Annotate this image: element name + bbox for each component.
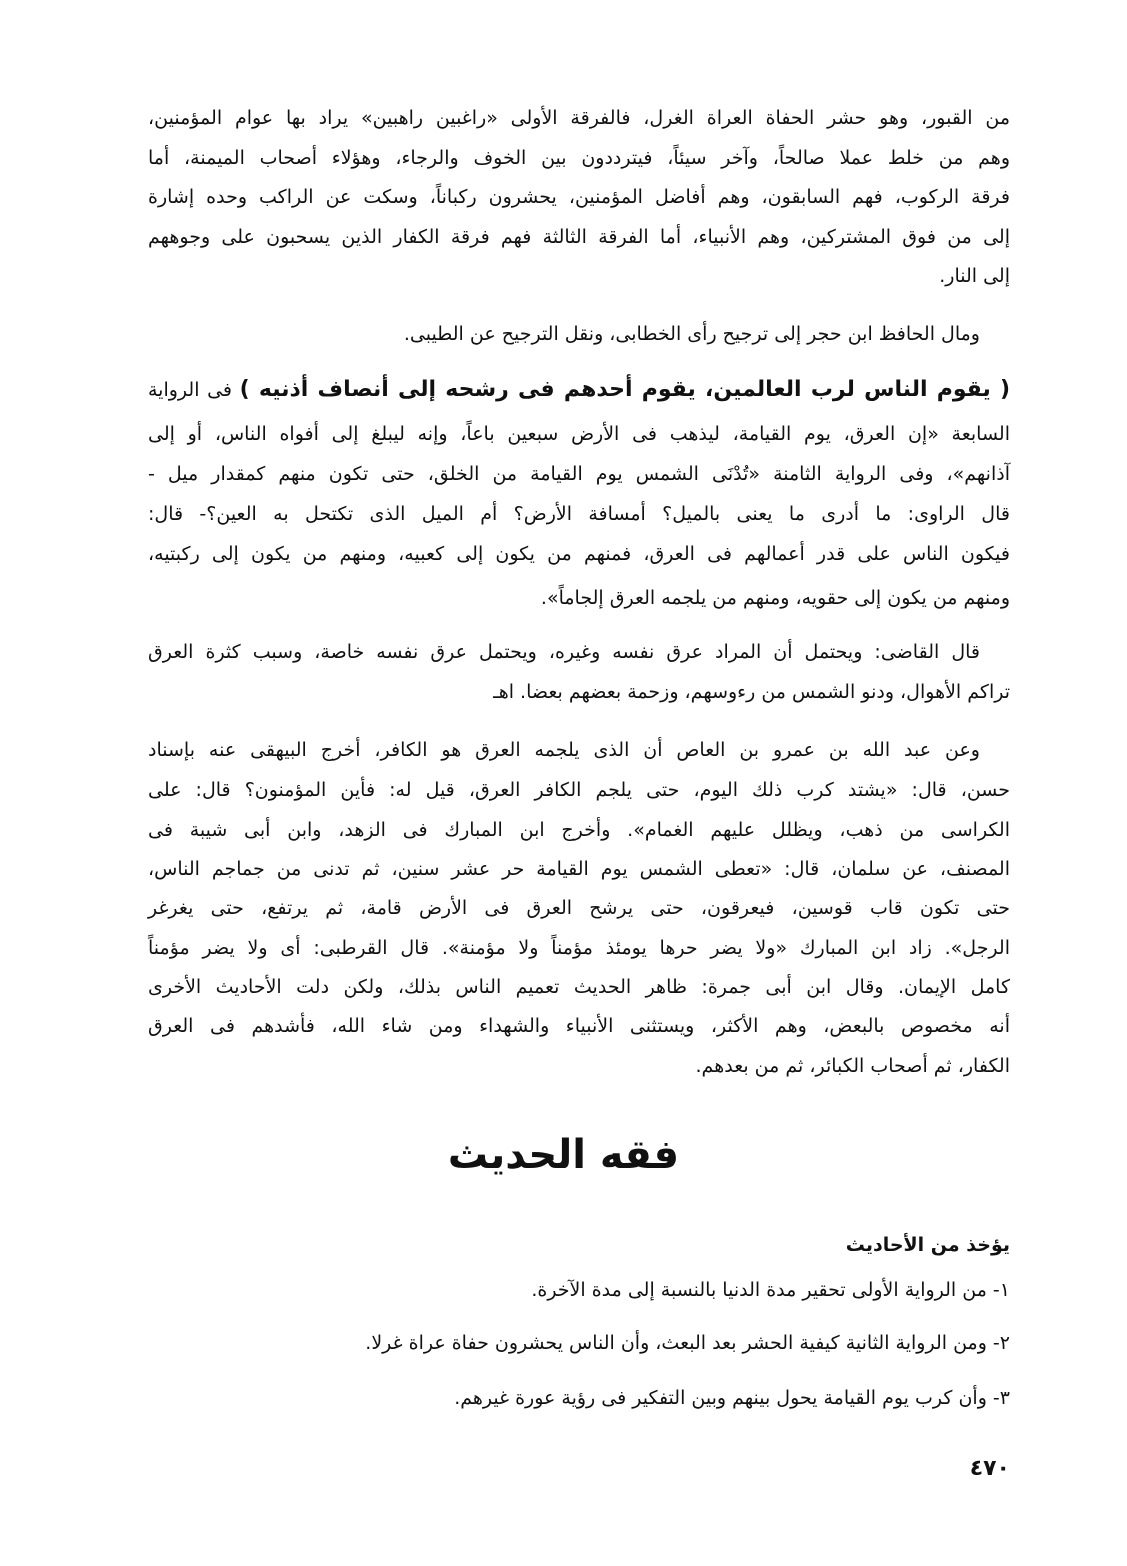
list-item: ٣- وأن كرب يوم القيامة يحول بينهم وبين التفكير فى رؤية عورة غيرهم. [454,1387,1010,1409]
text-line: ومال الحافظ ابن حجر إلى ترجيح رأى الخطابى، ونقل الترجيح عن الطيبى. [403,323,980,345]
hadith-heading-tail: فى الرواية [148,379,240,401]
text-line: ومنهم من يكون إلى حقويه، ومنهم من يلجمه العرق إلجاماً». [540,587,1010,609]
section-title: فقه الحديث [447,1132,680,1178]
text-line: فرقة الركوب، فهم السابقون، وهم أفاضل المؤمنين، يحشرون ركباناً، وسكت عن الراكب وحده إشارة [148,186,1010,208]
text-line: آذانهم»، وفى الرواية الثامنة «تُدْنَى الشمس يوم القيامة من الخلق، حتى تكون منهم كمقدار ميل - [148,463,1010,485]
section-subtitle: يؤخذ من الأحاديث [845,1234,1010,1256]
text-line: فيكون الناس على قدر أعمالهم فى العرق، فمنهم من يكون إلى كعبيه، ومنهم من يكون إلى ركبتيه، [148,543,1010,565]
text-line: السابعة «إن العرق، يوم القيامة، ليذهب فى الأرض سبعين باعاً، وإنه ليبلغ إلى أفواه الناس، أو إلى [148,423,1010,445]
hadith-heading: ( يقوم الناس لرب العالمين، يقوم أحدهم فى رشحه إلى أنصاف أذنيه ) [239,377,1010,402]
text-line: حسن، قال: «يشتد كرب ذلك اليوم، حتى يلجم الكافر العرق، قيل له: فأين المؤمنون؟ قال: على [148,779,1010,801]
text-line: إلى النار. [939,265,1010,287]
page-number: ٤٧٠ [969,1456,1010,1481]
text-line: إلى من فوق المشتركين، وهم الأنبياء، أما الفرقة الثالثة فهم فرقة الكفار الذين يسحبون على وجوههم [148,226,1010,248]
text-line: المصنف، عن سلمان، قال: «تعطى الشمس يوم القيامة حر عشر سنين، ثم تدنى من جماجم الناس، [148,858,1010,880]
text-line: حتى تكون قاب قوسين، فيعرقون، حتى يرشح العرق فى الأرض قامة، ثم يرتفع، حتى يغرغر [148,897,1010,919]
text-line: وعن عبد الله بن عمرو بن العاص أن الذى يلجمه العرق هو الكافر، أخرج البيهقى عنه بإسناد [148,739,980,761]
text-line: قال القاضى: ويحتمل أن المراد عرق نفسه وغيره، ويحتمل عرق نفسه خاصة، وسبب كثرة العرق [148,641,980,663]
text-line: تراكم الأهوال، ودنو الشمس من رءوسهم، وزحمة بعضهم بعضا. اهـ [493,681,1010,703]
list-item: ١- من الرواية الأولى تحقير مدة الدنيا بالنسبة إلى مدة الآخرة. [531,1279,1010,1301]
text-line: أنه مخصوص بالبعض، وهم الأكثر، ويستثنى الأنبياء والشهداء ومن شاء الله، فأشدهم فى العرق [148,1015,1010,1037]
text-line: قال الراوى: ما أدرى ما يعنى بالميل؟ أمسافة الأرض؟ أم الميل الذى تكتحل به العين؟- قال: [148,503,1010,525]
text-line: وهم من خلط عملا صالحاً، وآخر سيئاً، فيترددون بين الخوف والرجاء، وهؤلاء أصحاب الميمنة، أما [148,147,1010,169]
text-line: الكراسى من ذهب، ويظلل عليهم الغمام». وأخرج ابن المبارك فى الزهد، وابن أبى شيبة فى [148,819,1010,841]
text-line: من القبور، وهو حشر الحفاة العراة الغرل، فالفرقة الأولى «راغبين راهبين» يراد بها عوام المؤمنين، [148,107,1010,129]
hadith-heading-line [148,372,1010,408]
list-item: ٢- ومن الرواية الثانية كيفية الحشر بعد البعث، وأن الناس يحشرون حفاة عراة غرلا. [365,1332,1010,1354]
text-line: كامل الإيمان. وقال ابن أبى جمرة: ظاهر الحديث تعميم الناس بذلك، ولكن دلت الأحاديث الأخرى [148,976,1010,998]
text-line: الكفار، ثم أصحاب الكبائر، ثم من بعدهم. [695,1055,1010,1077]
text-line: الرجل». زاد ابن المبارك «ولا يضر حرها يومئذ مؤمناً ولا مؤمنة». قال القرطبى: أى ولا يضر مؤمناً [148,937,1010,959]
